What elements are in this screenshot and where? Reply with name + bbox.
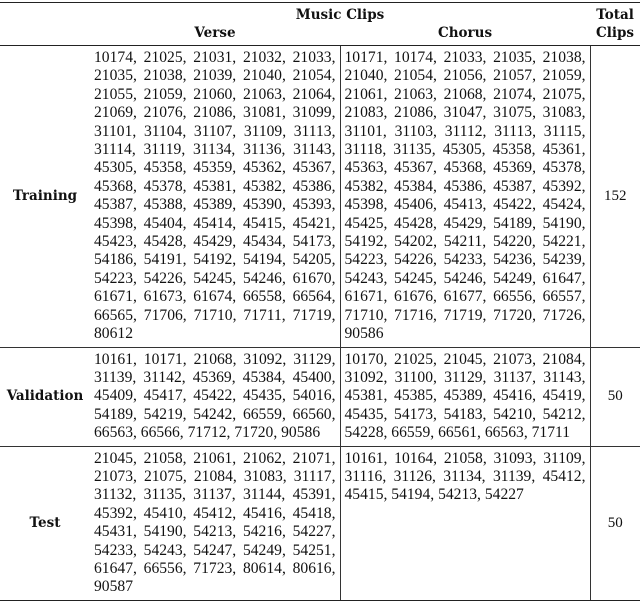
- total-header-line1: Total: [590, 3, 640, 25]
- table-row-validation: [0, 347, 640, 446]
- chorus-clip-ids: 10161, 10164, 21058, 31093, 31109, 31116, 31126, 31134, 31139, 45412, 45415, 54194, 54213, 54227: [340, 446, 590, 600]
- split-label: Validation: [0, 347, 90, 446]
- corner-header: [0, 3, 90, 25]
- dataset-split-table: [0, 2, 640, 601]
- corner-header-2: [0, 24, 90, 46]
- split-label: Test: [0, 446, 90, 600]
- chorus-header: Chorus: [340, 24, 590, 46]
- chorus-clip-ids: 10170, 21025, 21045, 21073, 21084, 31092, 31100, 31129, 31137, 31143, 45381, 45385, 45389, 45416, 45419, 45435, 54173, 54183, 54210, 54212, 54228, 66559, 66561, 66563, 71711: [340, 347, 590, 446]
- total-clips: 152: [590, 46, 640, 348]
- split-label: Training: [0, 46, 90, 348]
- verse-clip-ids: 10174, 21025, 21031, 21032, 21033, 21035, 21038, 21039, 21040, 21054, 21055, 21059, 21060, 21063, 21064, 21069, 21076, 21086, 31081, 31099, 31101, 31104, 31107, 31109, 31113, 31114, 31119, 31134, 31136, 31143, 45305, 45358, 45359, 45362, 45367, 45368, 45378, 45381, 45382, 45386, 45387, 45388, 45389, 45390, 45393, 45398, 45404, 45414, 45415, 45421, 45423, 45428, 45429, 45434, 54173, 54186, 54191, 54192, 54194, 54205, 54223, 54226, 54245, 54246, 61670, 61671, 61673, 61674, 66558, 66564, 66565, 71706, 71710, 71711, 71719, 80612: [90, 46, 340, 348]
- table-row-test: [0, 446, 640, 600]
- music-clips-header: Music Clips: [90, 3, 590, 25]
- total-clips: 50: [590, 347, 640, 446]
- verse-clip-ids: 21045, 21058, 21061, 21062, 21071, 21073, 21075, 21084, 31083, 31117, 31132, 31135, 31137, 31144, 45391, 45392, 45410, 45412, 45416, 45418, 45431, 54190, 54213, 54216, 54227, 54233, 54243, 54247, 54249, 54251, 61647, 66556, 71723, 80614, 80616, 90587: [90, 446, 340, 600]
- table-row-training: [0, 46, 640, 348]
- total-header-line2: Clips: [590, 24, 640, 46]
- total-clips: 50: [590, 446, 640, 600]
- verse-header: Verse: [90, 24, 340, 46]
- chorus-clip-ids: 10171, 10174, 21033, 21035, 21038, 21040, 21054, 21056, 21057, 21059, 21061, 21063, 21068, 21074, 21075, 21083, 21086, 31047, 31075, 31083, 31101, 31103, 31112, 31113, 31115, 31118, 31135, 45305, 45358, 45361, 45363, 45367, 45368, 45369, 45378, 45382, 45384, 45386, 45387, 45392, 45398, 45406, 45413, 45422, 45424, 45425, 45428, 45429, 54189, 54190, 54192, 54202, 54211, 54220, 54221, 54223, 54226, 54233, 54236, 54239, 54243, 54245, 54246, 54249, 61647, 61671, 61676, 61677, 66556, 66557, 71710, 71716, 71719, 71720, 71726, 90586: [340, 46, 590, 348]
- verse-clip-ids: 10161, 10171, 21068, 31092, 31129, 31139, 31142, 45369, 45384, 45400, 45409, 45417, 45422, 45435, 54016, 54189, 54219, 54242, 66559, 66560, 66563, 66566, 71712, 71720, 90586: [90, 347, 340, 446]
